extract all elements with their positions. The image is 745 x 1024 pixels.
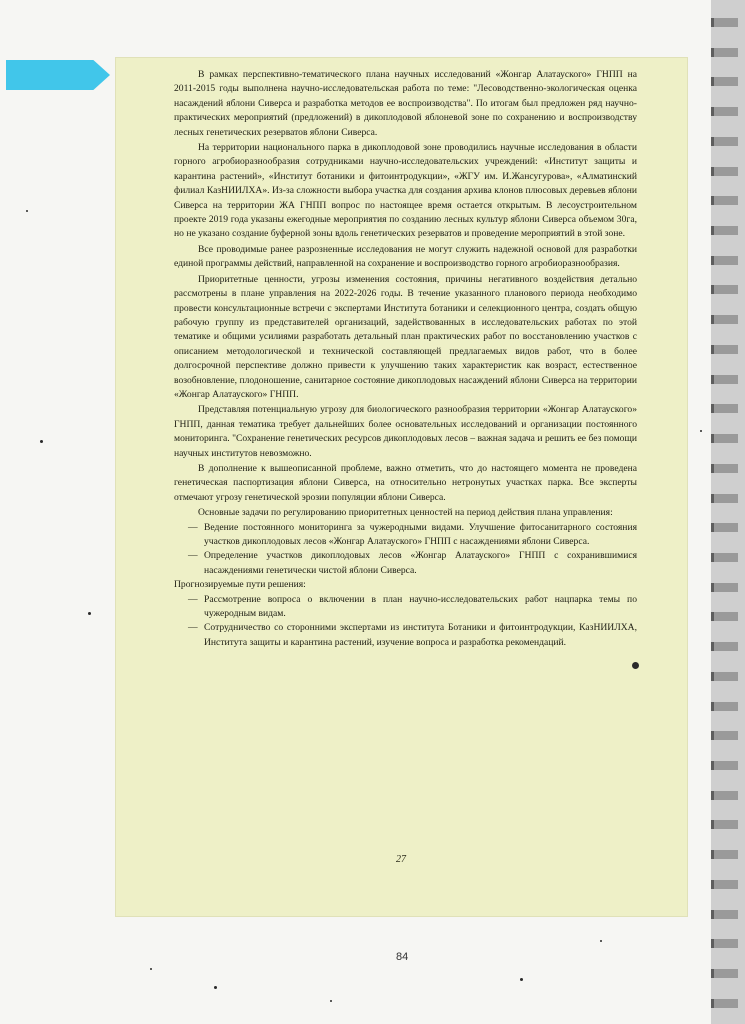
paragraph-research-plan: В рамках перспективно-тематического плана научных исследований «Жонгар Алатауского» ГНПП на 2011-2015 годы выполнена научно-исследовательская работа по теме: "Лесоводственно-экологическая оценка насаждений яблони Сиверса и разработка методов ее воспроизводства". По итогам был предложен ряд научно-практических мероприятий (предложений) в дикоплодовой яблоневой зоне по сохранению и воспроизводству лесных генетических резерватов яблони Сиверса. (174, 69, 637, 138)
scan-speck (600, 940, 602, 942)
solution-text: Рассмотрение вопроса о включении в план научно-исследовательских работ нацпарка темы по чужеродным видам. (204, 593, 637, 620)
binder-ring (711, 880, 738, 889)
scan-speck (88, 612, 91, 615)
scan-speck (26, 210, 28, 212)
binder-ring (711, 910, 738, 919)
binder-ring (711, 850, 738, 859)
paragraph-potential-threat: Представляя потенциальную угрозу для биологического разнообразия территории «Жонгар Алатауского» ГНПП, данная тематика требует дальнейших более основательных исследований и организации постоянного мониторинга. "Сохранение генетических ресурсов дикоплодовых лесов – важная задача и решить ее без помощи научных институтов невозможно. (174, 404, 637, 459)
scan-speck (700, 430, 702, 432)
solution-item (174, 621, 637, 650)
binder-ring (711, 820, 738, 829)
scan-speck (632, 662, 639, 669)
binder-ring (711, 939, 738, 948)
task-text: Ведение постоянного мониторинга за чужеродными видами. Улучшение фитосанитарного состояния участков дикоплодовых лесов «Жонгар Алатауского» ГНПП с насаждениями яблони Сиверса. (204, 521, 637, 547)
binder-ring (711, 672, 738, 681)
tasks-intro: Основные задачи по регулированию приоритетных ценностей на период действия плана управления: (198, 507, 613, 519)
binder-ring (711, 137, 738, 146)
bookmark-tab (6, 60, 110, 90)
scan-speck (40, 440, 43, 443)
binder-ring (711, 404, 738, 413)
scan-speck (150, 968, 152, 970)
binder-ring (711, 999, 738, 1008)
binder-ring (711, 583, 738, 592)
binder-ring (711, 553, 738, 562)
binder-strip (711, 0, 745, 1024)
dash-marker: — (188, 593, 198, 605)
binder-ring (711, 167, 738, 176)
binder-ring (711, 494, 738, 503)
paragraph-priority-values: Приоритетные ценности, угрозы изменения состояния, причины негативного воздействия детально рассмотрены в плане управления на 2022-2026 годы. В течение указанного планового периода необходимо провести консультационные встречи с экспертами Института ботаники и селекционного центра, создать общую рабочую группу из представителей организаций, задействованных в исследовательских работах по этой тематике и общими усилиями разработать детальный план практических работ по восстановлению участков с описанием методологической и технической составляющей предлагаемых видов работ, что в более долгосрочной перспективе должно привести к улучшению таких характеристик как возраст, естественное возобновление, плодоношение, санитарное состояние дикоплодовых насаждений яблони Сиверса на территории «Жонгар Алатауского» ГНПП. (174, 273, 637, 400)
binder-ring (711, 523, 738, 532)
binder-ring (711, 731, 738, 740)
binder-ring (711, 315, 738, 324)
binder-ring (711, 256, 738, 265)
inner-page-number: 27 (396, 854, 406, 865)
scan-speck (520, 978, 523, 981)
binder-ring (711, 375, 738, 384)
binder-ring (711, 196, 738, 205)
task-item (174, 521, 637, 550)
solution-item (174, 593, 637, 622)
binder-ring (711, 18, 738, 27)
document-body (174, 68, 637, 650)
paragraph-scattered-studies: Все проводимые ранее разрозненные исследования не могут служить надежной основой для разработки единой программы действий, направленной на сохранение и воспроизводство горного агробиоразнообразия. (174, 243, 637, 270)
folio-number: 84 (396, 951, 409, 963)
binder-ring (711, 464, 738, 473)
solution-text: Сотрудничество со сторонними экспертами из института Ботаники и фитоинтродукции, КазНИИЛХА, Института защиты и карантина растений, изучение вопроса и разработка рекомендаций. (204, 622, 637, 648)
binder-ring (711, 107, 738, 116)
binder-ring (711, 761, 738, 770)
binder-rings (711, 18, 741, 1008)
binder-ring (711, 434, 738, 443)
binder-ring (711, 77, 738, 86)
binder-ring (711, 969, 738, 978)
binder-ring (711, 345, 738, 354)
scan-speck (214, 986, 217, 989)
paragraph-territory-research: На территории национального парка в дикоплодовой зоне проводились научные исследования в области горного агробиоразнообразия сотрудниками научно-исследовательских учреждений: «Институт защиты и карантина растений», «Институт ботаники и фитоинтродукции», «ЖГУ им. И.Жансугурова», «Алматинский филиал КазНИИЛХА». Из-за сложности выбора участка для создания архива клонов плюсовых деревьев яблони Сиверса на территории ЖА ГНПП вопрос по настоящее время остается открытым. В лесоустроительном проекте 2019 года указаны ежегодные мероприятия по созданию лесных культур яблони Сиверса объемом 30га, но не указано создание буферной зоны вдоль генетических резерватов и проведение мероприятий в этой зоне. (174, 142, 637, 240)
dash-marker: — (188, 622, 198, 634)
binder-ring (711, 285, 738, 294)
binder-ring (711, 612, 738, 621)
binder-ring (711, 791, 738, 800)
binder-ring (711, 48, 738, 57)
paragraph-genetic-passport: В дополнение к вышеописанной проблеме, важно отметить, что до настоящего момента не проведена генетическая паспортизация яблони Сиверса, на относительно нетронутых участках парка. Все эксперты отмечают угрозу генетической эрозии популяции яблони Сиверса. (174, 462, 637, 503)
binder-ring (711, 642, 738, 651)
solutions-heading: Прогнозируемые пути решения: (174, 579, 306, 591)
document-sheet (116, 58, 687, 916)
dash-marker: — (188, 550, 198, 562)
dash-marker: — (188, 521, 198, 533)
binder-ring (711, 226, 738, 235)
task-text: Определение участков дикоплодовых лесов «Жонгар Алатауского» ГНПП с сохранившимися насаждениями генетически чистой яблони Сиверса. (204, 550, 637, 576)
scan-speck (330, 1000, 332, 1002)
task-item (174, 549, 637, 578)
binder-ring (711, 702, 738, 711)
